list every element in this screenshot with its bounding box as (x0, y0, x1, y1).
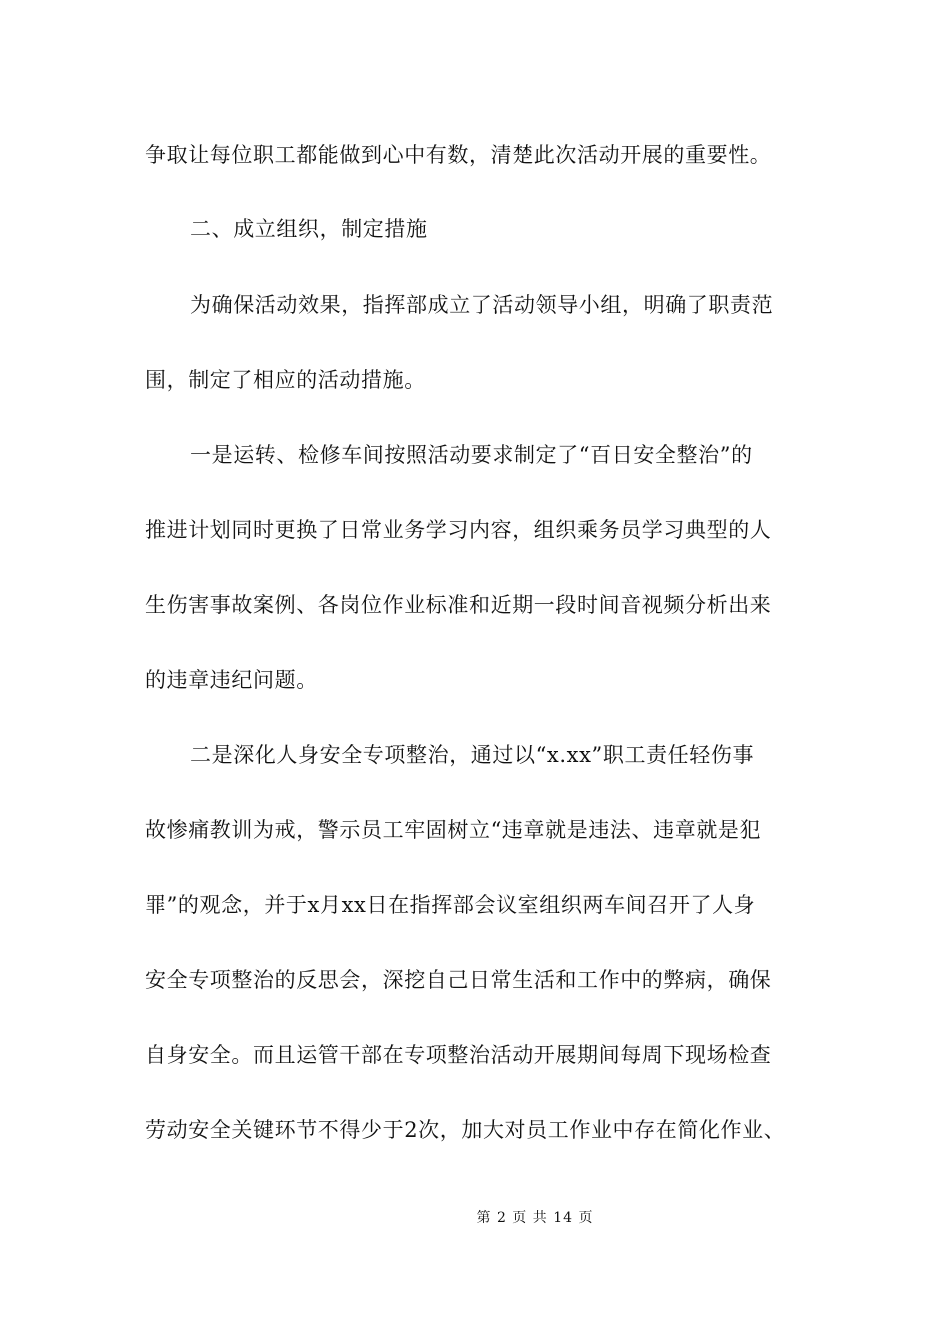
paragraph-line-5: 一是运转、检修车间按照活动要求制定了“百日安全整治”的 (190, 443, 753, 467)
page-number-footer: 第 2 页 共 14 页 (476, 1210, 594, 1226)
paragraph-line-10: 故惨痛教训为戒，警示员工牢固树立“违章就是违法、违章就是犯 (145, 818, 762, 842)
paragraph-line-9: 二是深化人身安全专项整治，通过以“x.xx”职工责任轻伤事 (190, 743, 755, 767)
section-heading: 二、成立组织，制定措施 (190, 217, 428, 241)
paragraph-line-11: 罪”的观念，并于x月xx日在指挥部会议室组织两车间召开了人身 (145, 893, 756, 917)
paragraph-line-13: 自身安全。而且运管干部在专项整治活动开展期间每周下现场检查 (145, 1043, 772, 1067)
paragraph-line-8: 的违章违纪问题。 (145, 668, 318, 692)
paragraph-line-12: 安全专项整治的反思会，深挖自己日常生活和工作中的弊病，确保 (145, 968, 772, 992)
paragraph-line-6: 推进计划同时更换了日常业务学习内容，组织乘务员学习典型的人 (145, 518, 772, 542)
paragraph-line-3: 为确保活动效果，指挥部成立了活动领导小组，明确了职责范 (190, 293, 774, 317)
paragraph-line-4: 围，制定了相应的活动措施。 (145, 368, 426, 392)
paragraph-line-7: 生伤害事故案例、各岗位作业标准和近期一段时间音视频分析出来 (145, 593, 772, 617)
paragraph-line-1: 争取让每位职工都能做到心中有数，清楚此次活动开展的重要性。 (145, 143, 772, 167)
paragraph-line-14: 劳动安全关键环节不得少于2次，加大对员工作业中存在简化作业、 (145, 1118, 786, 1142)
